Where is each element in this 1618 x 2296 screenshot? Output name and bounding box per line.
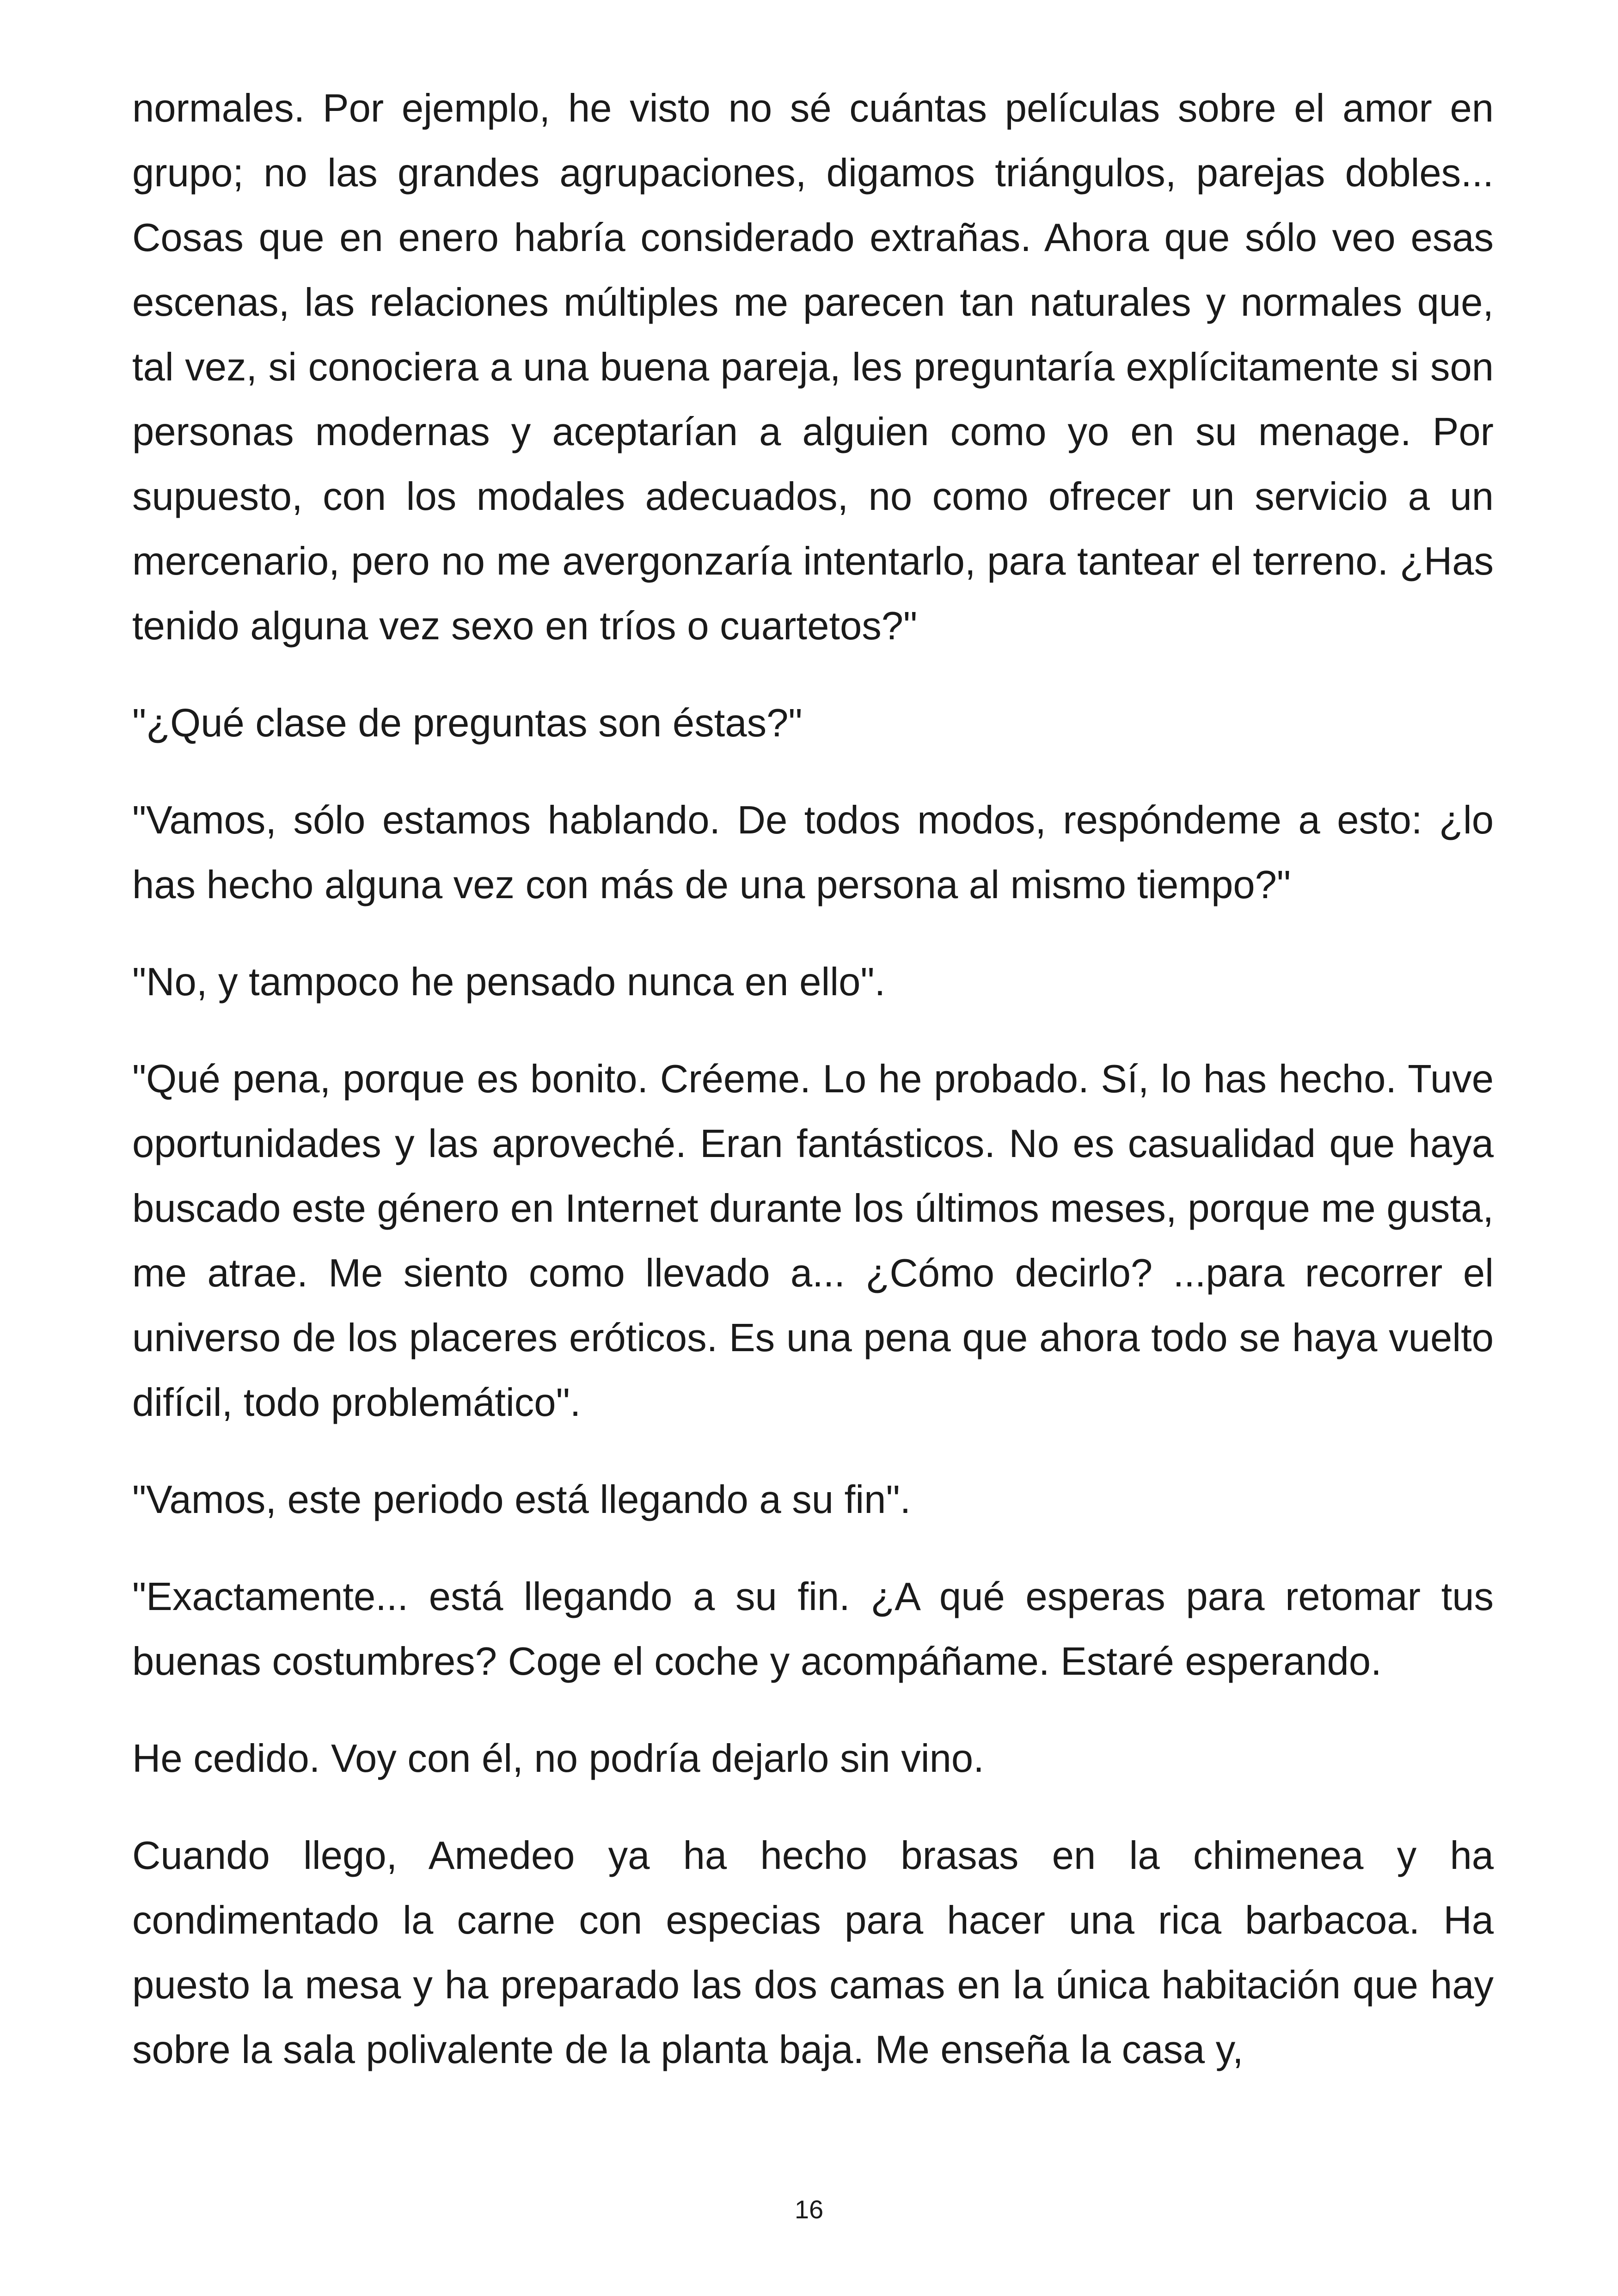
paragraph-6: "Vamos, este periodo está llegando a su fin". xyxy=(132,1478,911,1522)
paragraph-4: "No, y tampoco he pensado nunca en ello". xyxy=(132,960,886,1004)
paragraph-5: "Qué pena, porque es bonito. Créeme. Lo he probado. Sí, lo has hecho. Tuve oportunidades y las aproveché. Eran fantásticos. No es casualidad que haya buscado este género en Internet durante los últimos meses, porque me gusta, me atrae. Me siento como llevado a... ¿Cómo decirlo? ...para recorrer el universo de los placeres eróticos. Es una pena que ahora todo se haya vuelto difícil, todo problemático". xyxy=(132,1057,1494,1425)
paragraph-8: He cedido. Voy con él, no podría dejarlo sin vino. xyxy=(132,1737,984,1781)
paragraph-2: "¿Qué clase de preguntas son éstas?" xyxy=(132,701,803,745)
paragraph-9: Cuando llego, Amedeo ya ha hecho brasas en la chimenea y ha condimentado la carne con especias para hacer una rica barbacoa. Ha puesto la mesa y ha preparado las dos camas en la única habitación que hay sobre la sala polivalente de la planta baja. Me enseña la casa y, xyxy=(132,1834,1494,2072)
body-text xyxy=(132,76,1494,2115)
paragraph-1: normales. Por ejemplo, he visto no sé cuántas películas sobre el amor en grupo; no las grandes agrupaciones, digamos triángulos, parejas dobles... Cosas que en enero habría considerado extrañas. Ahora que sólo veo esas escenas, las relaciones múltiples me parecen tan naturales y normales que, tal vez, si conociera a una buena pareja, les preguntaría explícitamente si son personas modernas y aceptarían a alguien como yo en su menage. Por supuesto, con los modales adecuados, no como ofrecer un servicio a un mercenario, pero no me avergonzaría intentarlo, para tantear el terreno. ¿Has tenido alguna vez sexo en tríos o cuartetos?" xyxy=(132,86,1494,648)
paragraph-3: "Vamos, sólo estamos hablando. De todos modos, respóndeme a esto: ¿lo has hecho alguna vez con más de una persona al mismo tiempo?" xyxy=(132,798,1494,907)
paragraph-7: "Exactamente... está llegando a su fin. ¿A qué esperas para retomar tus buenas costumbres? Coge el coche y acompáñame. Estaré esperando. xyxy=(132,1575,1494,1684)
page-number: 16 xyxy=(794,2195,824,2224)
